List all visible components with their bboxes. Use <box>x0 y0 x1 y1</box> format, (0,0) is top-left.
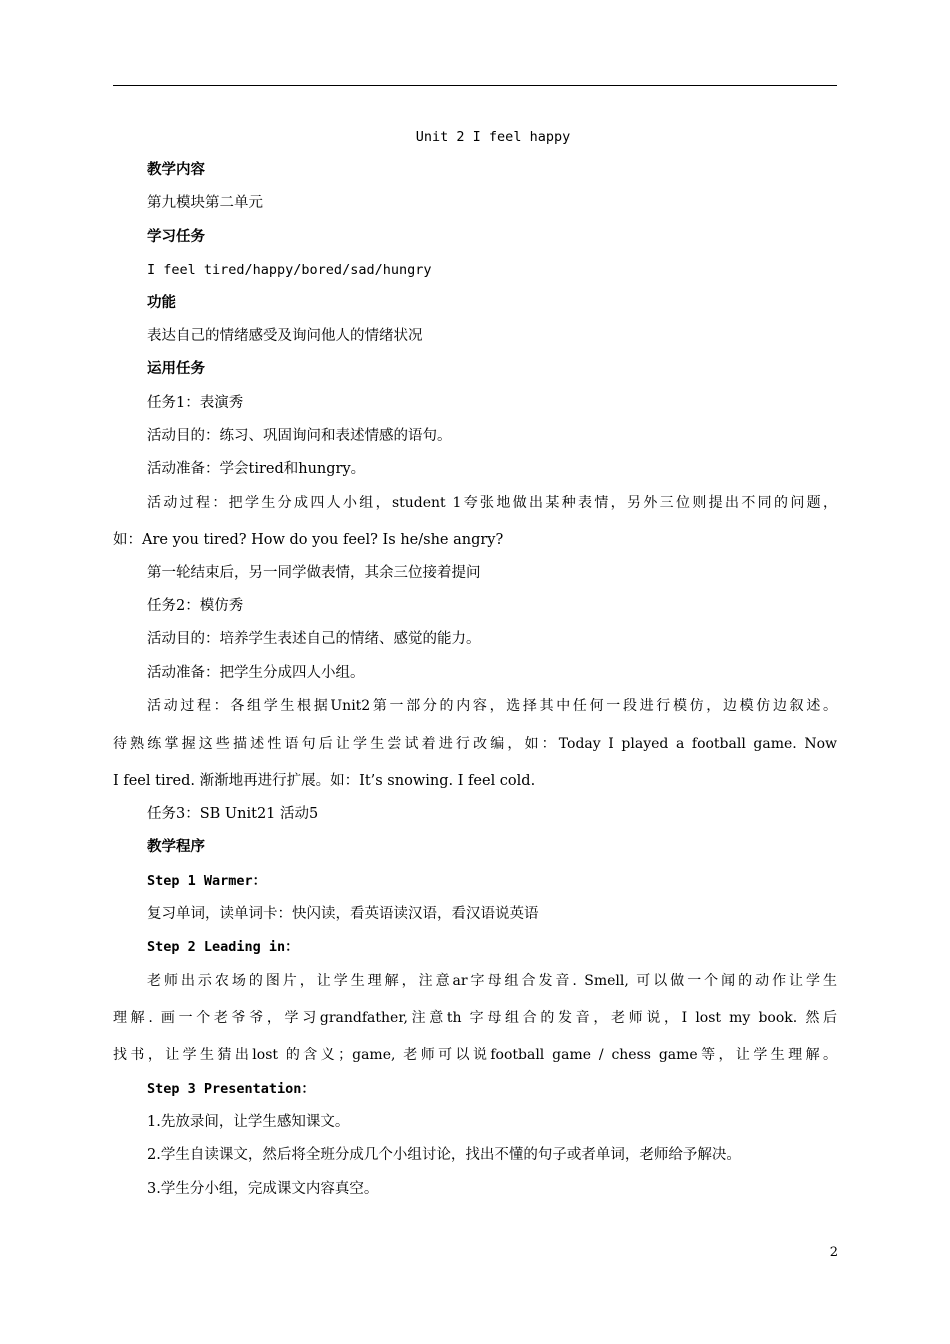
paragraph-line: 活动准备：把学生分成四人小组。 <box>147 665 365 681</box>
step-heading: Step 2 Leading in： <box>147 939 299 955</box>
paragraph-line: 活动过程：把学生分成四人小组，student 1夸张地做出某种表情，另外三位则提出不同的问题， <box>147 495 837 511</box>
paragraph-line: 1.先放录间，让学生感知课文。 <box>147 1114 350 1130</box>
paragraph-line: 任务1：表演秀 <box>147 395 244 411</box>
paragraph-line: 任务2：模仿秀 <box>147 598 244 614</box>
document-title: Unit 2 I feel happy <box>415 129 571 145</box>
paragraph-line: 活动过程：各组学生根据Unit2第一部分的内容，选择其中任何一段进行模仿，边模仿边叙述。 <box>147 698 837 714</box>
paragraph-line: 老师出示农场的图片，让学生理解，注意ar字母组合发音. Smell, 可以做一个闻的动作让学生 <box>147 973 837 989</box>
paragraph-line: 活动目的：练习、巩固询问和表述情感的语句。 <box>147 428 452 444</box>
step-heading: Step 3 Presentation： <box>147 1081 315 1097</box>
paragraph-line: 如：Are you tired? How do you feel? Is he/she angry? <box>113 532 504 548</box>
step-heading: Step 1 Warmer： <box>147 873 267 889</box>
paragraph-line: I feel tired/happy/bored/sad/hungry <box>147 262 432 278</box>
paragraph-line: 活动准备：学会tired和hungry。 <box>147 461 366 477</box>
paragraph-line: 待熟练掌握这些描述性语句后让学生尝试着进行改编，如：Today I played a football game. Now <box>113 736 837 752</box>
paragraph-line: I feel tired. 渐渐地再进行扩展。如：It’s snowing. I feel cold. <box>113 773 536 789</box>
paragraph-line: 2.学生自读课文，然后将全班分成几个小组讨论，找出不懂的句子或者单词，老师给予解决。 <box>147 1147 741 1163</box>
paragraph-line: 找书，让学生猜出lost 的含义；game, 老师可以说football game / chess game等，让学生理解。 <box>113 1047 837 1063</box>
page-number: 2 <box>829 1245 838 1260</box>
header-rule <box>113 85 837 86</box>
paragraph-line: 表达自己的情绪感受及询问他人的情绪状况 <box>147 328 423 344</box>
paragraph-line: 第一轮结束后，另一同学做表情，其余三位接着提问 <box>147 565 481 581</box>
paragraph-line: 复习单词，读单词卡：快闪读，看英语读汉语，看汉语说英语 <box>147 906 539 922</box>
heading-application-tasks: 运用任务 <box>147 360 205 377</box>
heading-learning-tasks: 学习任务 <box>147 228 205 245</box>
paragraph-line: 活动目的：培养学生表述自己的情绪、感觉的能力。 <box>147 631 481 647</box>
paragraph-line: 3.学生分小组，完成课文内容真空。 <box>147 1181 379 1197</box>
paragraph-line: 任务3：SB Unit21 活动5 <box>147 806 319 822</box>
paragraph-line: 理解. 画一个老爷爷，学习grandfather,注意th 字母组合的发音，老师说，I lost my book. 然后 <box>113 1010 837 1026</box>
heading-function: 功能 <box>147 294 176 311</box>
heading-teaching-content: 教学内容 <box>147 161 205 178</box>
paragraph-line: 第九模块第二单元 <box>147 195 263 211</box>
heading-teaching-procedure: 教学程序 <box>147 838 205 855</box>
